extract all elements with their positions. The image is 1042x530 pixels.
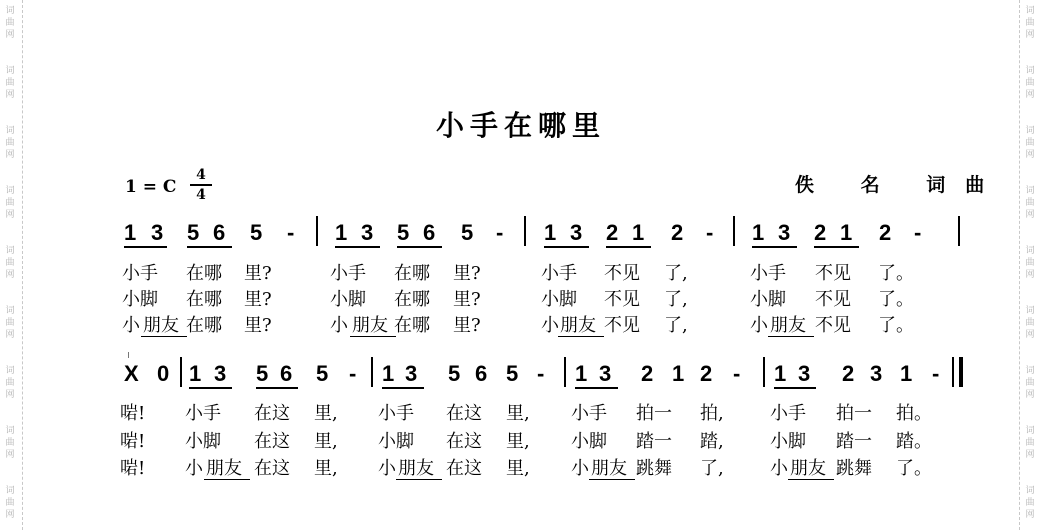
lyric-word: 拍一 bbox=[636, 403, 672, 424]
watermark-char: 网 bbox=[1025, 90, 1035, 100]
lyric-word: 小 bbox=[185, 458, 203, 479]
lyric-word: 在哪 bbox=[186, 289, 222, 310]
note: 1 bbox=[382, 361, 395, 386]
watermark-char: 曲 bbox=[5, 438, 15, 448]
watermark-text bbox=[3, 425, 17, 461]
beam-underline bbox=[397, 246, 442, 248]
watermark-char: 曲 bbox=[5, 78, 15, 88]
note: 2 bbox=[700, 361, 713, 386]
watermark-char: 词 bbox=[1025, 66, 1035, 76]
note: 6 bbox=[475, 361, 488, 386]
lyric-word: 在这 bbox=[446, 458, 482, 479]
lyric-word: 在哪 bbox=[394, 315, 430, 336]
bar-line bbox=[763, 357, 765, 387]
note: 6 bbox=[213, 220, 226, 245]
lyric-word: 踏一 bbox=[636, 431, 672, 452]
lyric-word: 小手 bbox=[750, 263, 786, 284]
lyric-word: 小脚 bbox=[122, 289, 158, 310]
note: 1 bbox=[575, 361, 588, 386]
slur-underline bbox=[558, 336, 604, 337]
watermark-char: 曲 bbox=[1025, 438, 1035, 448]
watermark-strip-left bbox=[0, 0, 23, 530]
watermark-char: 词 bbox=[5, 366, 15, 376]
watermark-strip-right bbox=[1019, 0, 1042, 530]
dash-note: - bbox=[914, 220, 922, 245]
watermark-char: 网 bbox=[5, 390, 15, 400]
watermark-char: 词 bbox=[1025, 486, 1035, 496]
watermark-text bbox=[1023, 185, 1037, 221]
watermark-char: 曲 bbox=[5, 258, 15, 268]
lyric-word: 朋友 bbox=[560, 315, 596, 336]
watermark-char: 曲 bbox=[5, 378, 15, 388]
watermark-char: 网 bbox=[1025, 510, 1035, 520]
lyric-word: 小手 bbox=[541, 263, 577, 284]
lyric-word: 了, bbox=[664, 289, 688, 310]
beam-underline bbox=[189, 387, 232, 389]
song-title: 小手在哪里 bbox=[435, 109, 606, 142]
watermark-char: 词 bbox=[5, 246, 15, 256]
lyric-word: 小手 bbox=[185, 403, 221, 424]
watermark-char: 曲 bbox=[1025, 258, 1035, 268]
note: 3 bbox=[361, 220, 374, 245]
note: 1 bbox=[632, 220, 645, 245]
watermark-char: 网 bbox=[5, 30, 15, 40]
watermark-char: 曲 bbox=[1025, 18, 1035, 28]
lyric-word: 了。 bbox=[896, 458, 932, 479]
watermark-text bbox=[1023, 5, 1037, 41]
slur-underline bbox=[788, 479, 834, 480]
lyric-word: 小手 bbox=[378, 403, 414, 424]
dash-note: - bbox=[496, 220, 504, 245]
lyric-word: 啱! bbox=[120, 458, 146, 479]
watermark-char: 网 bbox=[5, 270, 15, 280]
final-bar-thick bbox=[959, 357, 963, 387]
slur-underline bbox=[768, 336, 814, 337]
lyric-word: 朋友 bbox=[790, 458, 826, 479]
note: 5 bbox=[250, 220, 263, 245]
watermark-char: 网 bbox=[1025, 270, 1035, 280]
watermark-text bbox=[1023, 65, 1037, 101]
watermark-char: 词 bbox=[1025, 366, 1035, 376]
lyric-word: 了, bbox=[664, 263, 688, 284]
lyric-word: 拍。 bbox=[896, 403, 932, 424]
lyric-word: 了。 bbox=[878, 315, 914, 336]
note: 6 bbox=[280, 361, 293, 386]
dash-note: - bbox=[287, 220, 295, 245]
watermark-char: 曲 bbox=[1025, 318, 1035, 328]
lyric-word: 在这 bbox=[254, 431, 290, 452]
watermark-char: 词 bbox=[5, 186, 15, 196]
watermark-char: 网 bbox=[5, 210, 15, 220]
watermark-char: 词 bbox=[5, 306, 15, 316]
lyric-word: 朋友 bbox=[398, 458, 434, 479]
lyric-word: 小 bbox=[330, 315, 348, 336]
time-signature bbox=[190, 168, 212, 202]
note: 5 bbox=[316, 361, 329, 386]
watermark-text bbox=[3, 65, 17, 101]
note: 1 bbox=[124, 220, 137, 245]
time-signature-bottom: 4 bbox=[196, 187, 206, 203]
bar-line bbox=[733, 216, 735, 246]
beam-underline bbox=[256, 387, 298, 389]
bar-line bbox=[371, 357, 373, 387]
lyric-word: 在哪 bbox=[394, 263, 430, 284]
lyric-word: 小手 bbox=[330, 263, 366, 284]
bar-line bbox=[316, 216, 318, 246]
lyric-word: 里, bbox=[506, 403, 530, 424]
dash-note: - bbox=[537, 361, 545, 386]
watermark-text bbox=[1023, 485, 1037, 521]
lyric-word: 里? bbox=[453, 289, 481, 310]
note: 5 bbox=[448, 361, 461, 386]
bar-line bbox=[180, 357, 182, 387]
key-signature: 1 = C bbox=[125, 177, 177, 197]
note: 2 bbox=[671, 220, 684, 245]
note: 2 bbox=[641, 361, 654, 386]
note: 2 bbox=[814, 220, 827, 245]
lyric-word: 了。 bbox=[878, 289, 914, 310]
lyric-word: 小 bbox=[541, 315, 559, 336]
note: 3 bbox=[778, 220, 791, 245]
beam-underline bbox=[606, 246, 651, 248]
note: 5 bbox=[461, 220, 474, 245]
time-signature-top: 4 bbox=[196, 167, 206, 183]
watermark-char: 词 bbox=[5, 66, 15, 76]
note: 2 bbox=[606, 220, 619, 245]
lyric-word: 里? bbox=[453, 315, 481, 336]
lyric-word: 不见 bbox=[604, 315, 640, 336]
lyric-word: 里, bbox=[314, 403, 338, 424]
composer-credit: 佚 名 词曲 bbox=[795, 174, 1005, 196]
slur-underline bbox=[589, 479, 635, 480]
note: 1 bbox=[544, 220, 557, 245]
lyric-word: 在这 bbox=[446, 431, 482, 452]
lyric-word: 小 bbox=[770, 458, 788, 479]
lyric-word: 里? bbox=[244, 263, 272, 284]
bar-line bbox=[524, 216, 526, 246]
lyric-word: 里, bbox=[314, 458, 338, 479]
lyric-word: 朋友 bbox=[591, 458, 627, 479]
watermark-char: 网 bbox=[1025, 150, 1035, 160]
note: 3 bbox=[798, 361, 811, 386]
beam-underline bbox=[382, 387, 424, 389]
watermark-text bbox=[3, 485, 17, 521]
watermark-char: 词 bbox=[5, 486, 15, 496]
watermark-char: 词 bbox=[1025, 6, 1035, 16]
note: 1 bbox=[335, 220, 348, 245]
watermark-char: 网 bbox=[1025, 30, 1035, 40]
lyric-word: 小脚 bbox=[770, 431, 806, 452]
lyric-word: 朋友 bbox=[352, 315, 388, 336]
note: 1 bbox=[752, 220, 765, 245]
note: 3 bbox=[570, 220, 583, 245]
lyric-word: 在这 bbox=[254, 458, 290, 479]
note: 5 bbox=[256, 361, 269, 386]
notation-system-1 bbox=[0, 220, 1042, 260]
watermark-text bbox=[3, 5, 17, 41]
scan-tick-mark bbox=[128, 352, 129, 358]
beam-underline bbox=[575, 387, 618, 389]
watermark-char: 词 bbox=[1025, 306, 1035, 316]
time-signature-line bbox=[190, 184, 212, 186]
lyric-word: 里? bbox=[244, 289, 272, 310]
slur-underline bbox=[204, 479, 250, 480]
watermark-text bbox=[3, 305, 17, 341]
lyric-word: 不见 bbox=[604, 263, 640, 284]
beam-underline bbox=[335, 246, 380, 248]
watermark-char: 曲 bbox=[1025, 498, 1035, 508]
lyric-word: 啱! bbox=[120, 431, 146, 452]
note: 1 bbox=[774, 361, 787, 386]
lyric-word: 里? bbox=[453, 263, 481, 284]
watermark-char: 网 bbox=[1025, 330, 1035, 340]
slur-underline bbox=[350, 336, 396, 337]
watermark-char: 网 bbox=[5, 90, 15, 100]
note: 6 bbox=[423, 220, 436, 245]
lyric-word: 里, bbox=[506, 458, 530, 479]
note: 5 bbox=[397, 220, 410, 245]
watermark-char: 曲 bbox=[5, 138, 15, 148]
note: X bbox=[124, 361, 139, 386]
watermark-text bbox=[1023, 305, 1037, 341]
lyric-word: 不见 bbox=[604, 289, 640, 310]
lyric-word: 小手 bbox=[770, 403, 806, 424]
bar-line bbox=[564, 357, 566, 387]
lyric-word: 小 bbox=[571, 458, 589, 479]
lyric-word: 拍一 bbox=[836, 403, 872, 424]
notation-system-2 bbox=[0, 361, 1042, 401]
watermark-char: 曲 bbox=[1025, 198, 1035, 208]
watermark-char: 词 bbox=[5, 6, 15, 16]
watermark-char: 网 bbox=[1025, 210, 1035, 220]
note: 2 bbox=[879, 220, 892, 245]
note: 1 bbox=[189, 361, 202, 386]
lyric-word: 不见 bbox=[815, 289, 851, 310]
watermark-text bbox=[1023, 425, 1037, 461]
beam-underline bbox=[187, 246, 232, 248]
slur-underline bbox=[396, 479, 442, 480]
note: 1 bbox=[900, 361, 913, 386]
lyric-word: 了, bbox=[700, 458, 724, 479]
watermark-char: 曲 bbox=[5, 498, 15, 508]
watermark-char: 网 bbox=[5, 450, 15, 460]
lyric-word: 踏一 bbox=[836, 431, 872, 452]
lyric-word: 朋友 bbox=[206, 458, 242, 479]
lyric-word: 小 bbox=[750, 315, 768, 336]
note: 2 bbox=[842, 361, 855, 386]
watermark-char: 词 bbox=[1025, 426, 1035, 436]
lyric-word: 踏, bbox=[700, 431, 724, 452]
lyric-word: 朋友 bbox=[143, 315, 179, 336]
lyric-word: 小手 bbox=[122, 263, 158, 284]
dash-note: - bbox=[733, 361, 741, 386]
lyric-word: 在这 bbox=[446, 403, 482, 424]
lyric-word: 小脚 bbox=[571, 431, 607, 452]
watermark-char: 曲 bbox=[1025, 78, 1035, 88]
lyric-word: 不见 bbox=[815, 315, 851, 336]
final-bar-thin bbox=[952, 357, 954, 387]
lyric-word: 跳舞 bbox=[836, 458, 872, 479]
note: 5 bbox=[506, 361, 519, 386]
watermark-char: 网 bbox=[5, 510, 15, 520]
lyric-word: 小 bbox=[122, 315, 140, 336]
note: 1 bbox=[672, 361, 685, 386]
lyric-word: 踏。 bbox=[896, 431, 932, 452]
watermark-text bbox=[3, 185, 17, 221]
lyric-word: 跳舞 bbox=[636, 458, 672, 479]
lyric-word: 小手 bbox=[571, 403, 607, 424]
lyric-word: 里, bbox=[506, 431, 530, 452]
note: 3 bbox=[214, 361, 227, 386]
note: 3 bbox=[599, 361, 612, 386]
beam-underline bbox=[774, 387, 816, 389]
note: 3 bbox=[405, 361, 418, 386]
lyric-word: 小 bbox=[378, 458, 396, 479]
note: 5 bbox=[187, 220, 200, 245]
note: 3 bbox=[151, 220, 164, 245]
beam-underline bbox=[752, 246, 797, 248]
slur-underline bbox=[141, 336, 187, 337]
beam-underline bbox=[814, 246, 859, 248]
dash-note: - bbox=[706, 220, 714, 245]
lyric-word: 啱! bbox=[120, 403, 146, 424]
lyric-word: 不见 bbox=[815, 263, 851, 284]
watermark-char: 曲 bbox=[5, 198, 15, 208]
beam-underline bbox=[124, 246, 167, 248]
lyric-word: 小脚 bbox=[378, 431, 414, 452]
lyric-word: 在哪 bbox=[394, 289, 430, 310]
lyric-word: 了。 bbox=[878, 263, 914, 284]
lyric-word: 小脚 bbox=[750, 289, 786, 310]
watermark-char: 词 bbox=[5, 426, 15, 436]
watermark-char: 词 bbox=[1025, 246, 1035, 256]
watermark-char: 网 bbox=[5, 150, 15, 160]
lyric-word: 在哪 bbox=[186, 315, 222, 336]
lyric-word: 小脚 bbox=[185, 431, 221, 452]
watermark-char: 曲 bbox=[1025, 138, 1035, 148]
watermark-char: 词 bbox=[1025, 126, 1035, 136]
watermark-char: 曲 bbox=[5, 318, 15, 328]
lyric-word: 小脚 bbox=[541, 289, 577, 310]
watermark-char: 曲 bbox=[1025, 378, 1035, 388]
lyric-word: 里? bbox=[244, 315, 272, 336]
watermark-char: 网 bbox=[5, 330, 15, 340]
dash-note: - bbox=[349, 361, 357, 386]
lyric-word: 拍, bbox=[700, 403, 724, 424]
lyric-word: 在哪 bbox=[186, 263, 222, 284]
lyric-word: 里, bbox=[314, 431, 338, 452]
watermark-char: 词 bbox=[5, 126, 15, 136]
watermark-char: 曲 bbox=[5, 18, 15, 28]
note: 1 bbox=[840, 220, 853, 245]
watermark-char: 网 bbox=[1025, 390, 1035, 400]
note: 3 bbox=[870, 361, 883, 386]
note: 0 bbox=[157, 361, 170, 386]
beam-underline bbox=[544, 246, 589, 248]
bar-line bbox=[958, 216, 960, 246]
dash-note: - bbox=[932, 361, 940, 386]
lyric-word: 在这 bbox=[254, 403, 290, 424]
lyric-word: 朋友 bbox=[770, 315, 806, 336]
watermark-char: 词 bbox=[1025, 186, 1035, 196]
lyric-word: 小脚 bbox=[330, 289, 366, 310]
lyric-word: 了, bbox=[664, 315, 688, 336]
watermark-char: 网 bbox=[1025, 450, 1035, 460]
